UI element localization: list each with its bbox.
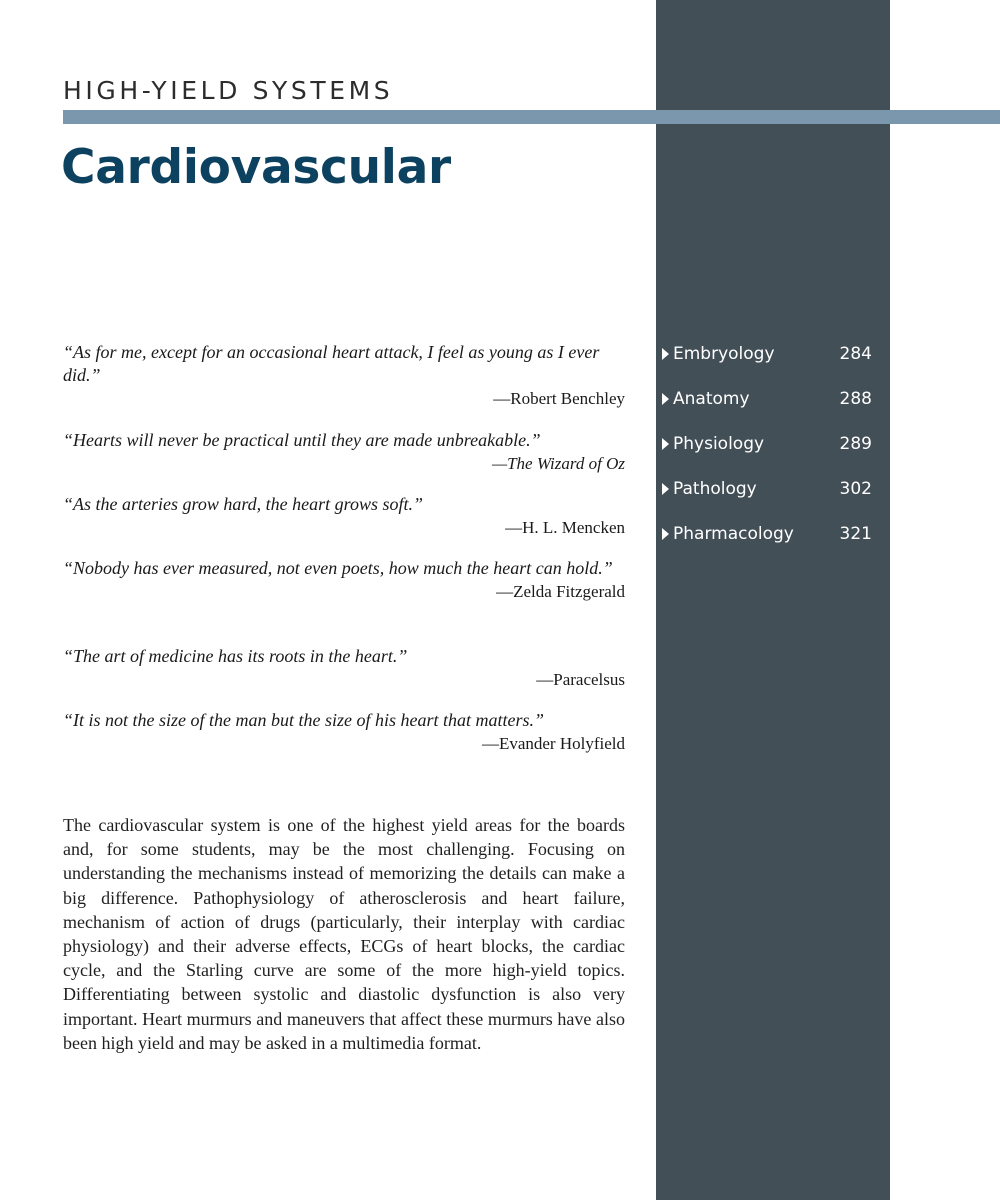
toc-item-pathology[interactable] (662, 474, 872, 519)
toc-item-label: Pharmacology (673, 523, 794, 544)
quote-attribution: —The Wizard of Oz (491, 454, 625, 473)
quote-block (63, 493, 625, 557)
triangle-right-icon (662, 528, 669, 540)
quote-attribution: —Paracelsus (536, 670, 625, 689)
toc-item-label: Physiology (673, 433, 765, 454)
triangle-right-icon (662, 348, 669, 360)
toc-item-page: 288 (839, 388, 872, 409)
section-rule (63, 110, 1000, 124)
toc-item-embryology[interactable] (662, 339, 872, 384)
section-kicker: HIGH-YIELD SYSTEMS (63, 76, 394, 105)
toc-item-label: Pathology (673, 478, 757, 499)
epigraph-quotes (63, 341, 625, 773)
toc-item-page: 284 (839, 343, 872, 364)
triangle-right-icon (662, 483, 669, 495)
quote-text: “Hearts will never be practical until they are made unbreakable.” (63, 430, 541, 450)
quote-attribution: —Evander Holyfield (481, 734, 625, 753)
quote-attribution: —Robert Benchley (493, 389, 625, 408)
quote-text: “It is not the size of the man but the size of his heart that matters.” (63, 710, 544, 730)
toc-item-label: Anatomy (673, 388, 750, 409)
quote-text: “The art of medicine has its roots in the heart.” (63, 646, 408, 666)
quote-text: “As for me, except for an occasional heart attack, I feel as young as I ever did.” (63, 342, 600, 385)
toc-item-label: Embryology (673, 343, 775, 364)
triangle-right-icon (662, 438, 669, 450)
quote-attribution: —Zelda Fitzgerald (496, 582, 625, 601)
toc-item-pharmacology[interactable] (662, 519, 872, 564)
chapter-title: Cardiovascular (61, 140, 451, 195)
quote-text: “As the arteries grow hard, the heart grows soft.” (63, 494, 424, 514)
quote-block (63, 557, 625, 645)
toc-item-page: 289 (839, 433, 872, 454)
chapter-introduction: The cardiovascular system is one of the highest yield areas for the boards and, for some students, may be the most challenging. Focusing on understanding the mechanisms instead of memorizing the details can make a big difference. Pathophysiology of atherosclerosis and heart failure, mechanism of action of drugs (particularly, their interplay with cardiac physiology) and their adverse effects, ECGs of heart blocks, the cardiac cycle, and the Starling curve are some of the more high-yield topics. Differentiating between systolic and diastolic dysfunction is also very important. Heart murmurs and maneuvers that affect these murmurs have also been high yield and may be asked in a multimedia format. (63, 815, 625, 1053)
toc-item-physiology[interactable] (662, 429, 872, 474)
quote-block (63, 429, 625, 493)
quote-attribution: —H. L. Mencken (505, 518, 625, 537)
quote-block (63, 341, 625, 429)
quote-block (63, 709, 625, 773)
toc-item-page: 321 (839, 523, 872, 544)
quote-text: “Nobody has ever measured, not even poets, how much the heart can hold.” (63, 558, 613, 578)
chapter-toc (662, 339, 872, 564)
sidebar-band (656, 0, 890, 1200)
quote-block (63, 645, 625, 709)
triangle-right-icon (662, 393, 669, 405)
toc-item-page: 302 (839, 478, 872, 499)
toc-item-anatomy[interactable] (662, 384, 872, 429)
